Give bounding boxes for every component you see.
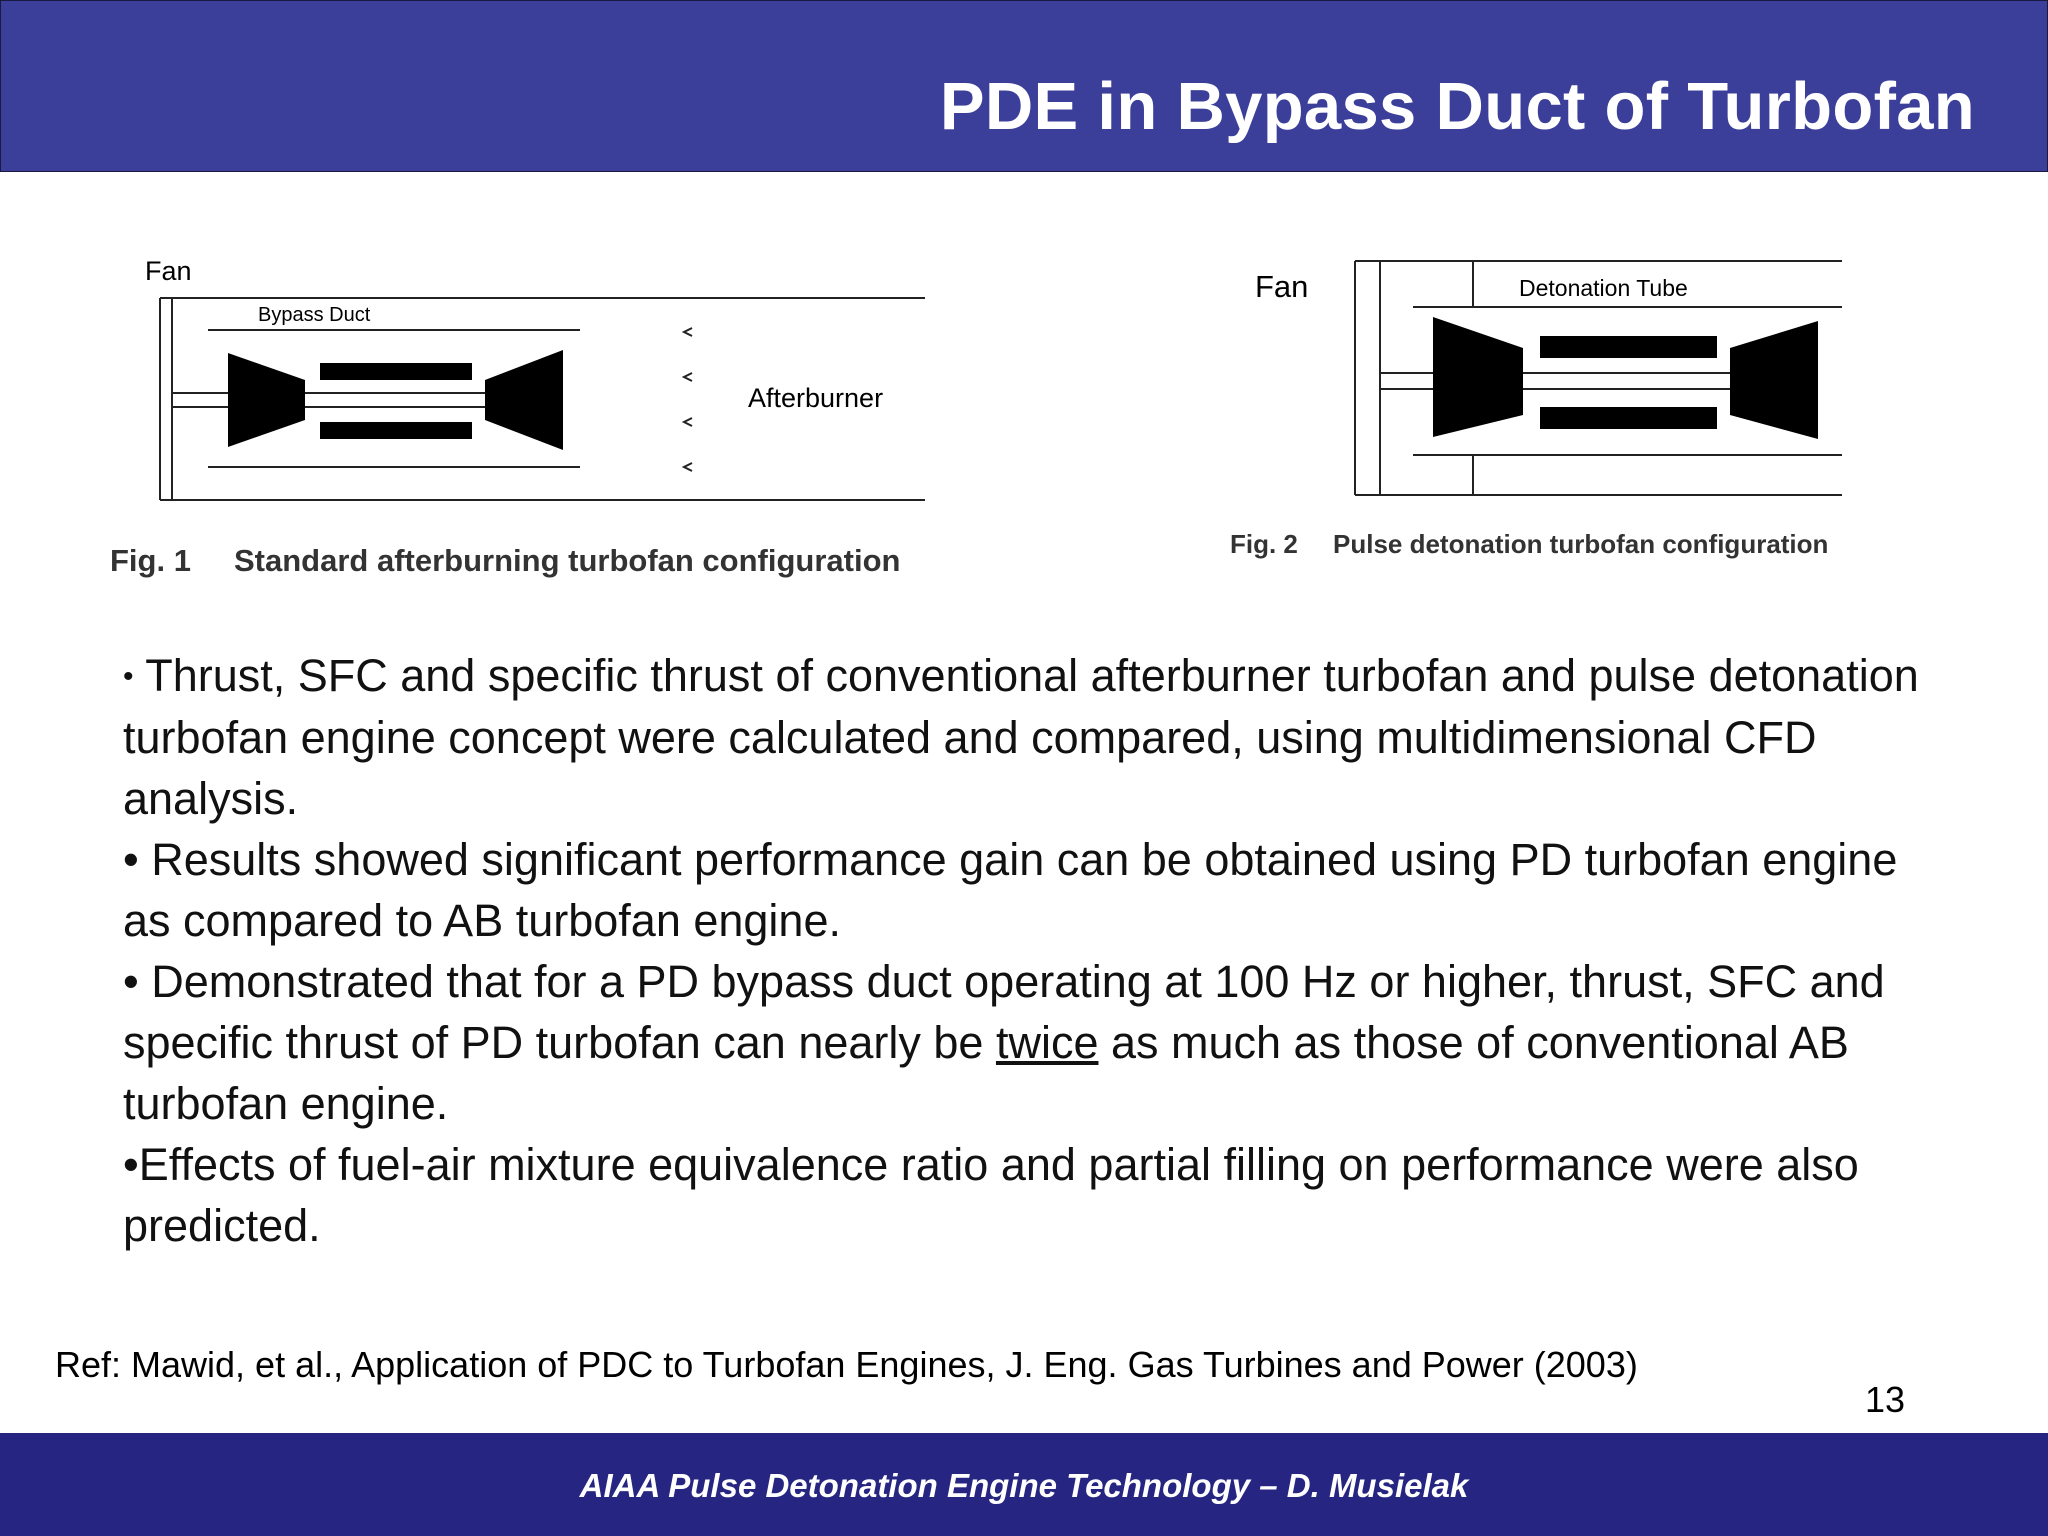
detonation-tube-lower	[1540, 407, 1717, 429]
turbine-rotor-shape	[485, 350, 563, 450]
title-bar	[0, 0, 2048, 172]
footer-text: AIAA Pulse Detonation Engine Technology – D. Musielak	[579, 1467, 1469, 1504]
fan-rotor-shape	[1433, 317, 1523, 437]
footer-bar	[0, 1433, 2048, 1536]
slide-title: PDE in Bypass Duct of Turbofan	[939, 69, 1975, 144]
afterburner-flameholders	[684, 328, 692, 471]
bullet-item	[123, 951, 1953, 1134]
fig2-caption-text: Pulse detonation turbofan configuration	[1333, 529, 1829, 559]
fig1-caption-text: Standard afterburning turbofan configuration	[234, 543, 901, 578]
fig1-fan-label: Fan	[145, 256, 192, 286]
fan-rotor-shape	[228, 353, 305, 447]
turbine-rotor-shape	[1730, 321, 1818, 439]
bullet-text: as much as those of conventional AB turbofan engine.	[123, 1017, 1849, 1129]
figure-1	[100, 250, 980, 590]
fig1-diagram	[100, 250, 980, 510]
bullet-item: •Effects of fuel-air mixture equivalence ratio and partial filling on performance were also predicted.	[123, 1139, 1859, 1251]
bullet-item: • Results showed significant performance gain can be obtained using PD turbofan engine as compared to AB turbofan engine.	[123, 834, 1898, 946]
bullet-dot: •	[123, 660, 134, 693]
fig1-afterburner-label: Afterburner	[748, 383, 884, 413]
bullet-list	[123, 645, 1953, 1256]
fig2-fan-label: Fan	[1255, 269, 1309, 304]
figure-2	[1225, 255, 1885, 575]
core-lower-bar	[320, 422, 472, 439]
reference-citation: Ref: Mawid, et al., Application of PDC to Turbofan Engines, J. Eng. Gas Turbines and Power (2003)	[55, 1344, 1638, 1385]
core-upper-bar	[320, 363, 472, 380]
fig1-caption-number: Fig. 1	[110, 543, 191, 578]
detonation-tube-upper	[1540, 336, 1717, 358]
fig2-detonation-tube-label: Detonation Tube	[1519, 275, 1688, 301]
page-number: 13	[1865, 1379, 1906, 1420]
emphasis-text: twice	[995, 1017, 1099, 1068]
bullet-text: • Demonstrated that for a PD bypass duct operating at 100 Hz or higher, thrust, SFC and specific thrust of PD turbofan can nearly be	[123, 956, 1885, 1068]
fig1-bypass-duct-label: Bypass Duct	[258, 304, 371, 326]
bullet-text: Thrust, SFC and specific thrust of conventional afterburner turbofan and pulse detonation turbofan engine concept were calculated and compared, using multidimensional CFD analysis.	[123, 650, 1919, 824]
fig2-caption-number: Fig. 2	[1230, 529, 1298, 559]
bullet-item	[123, 645, 1953, 829]
